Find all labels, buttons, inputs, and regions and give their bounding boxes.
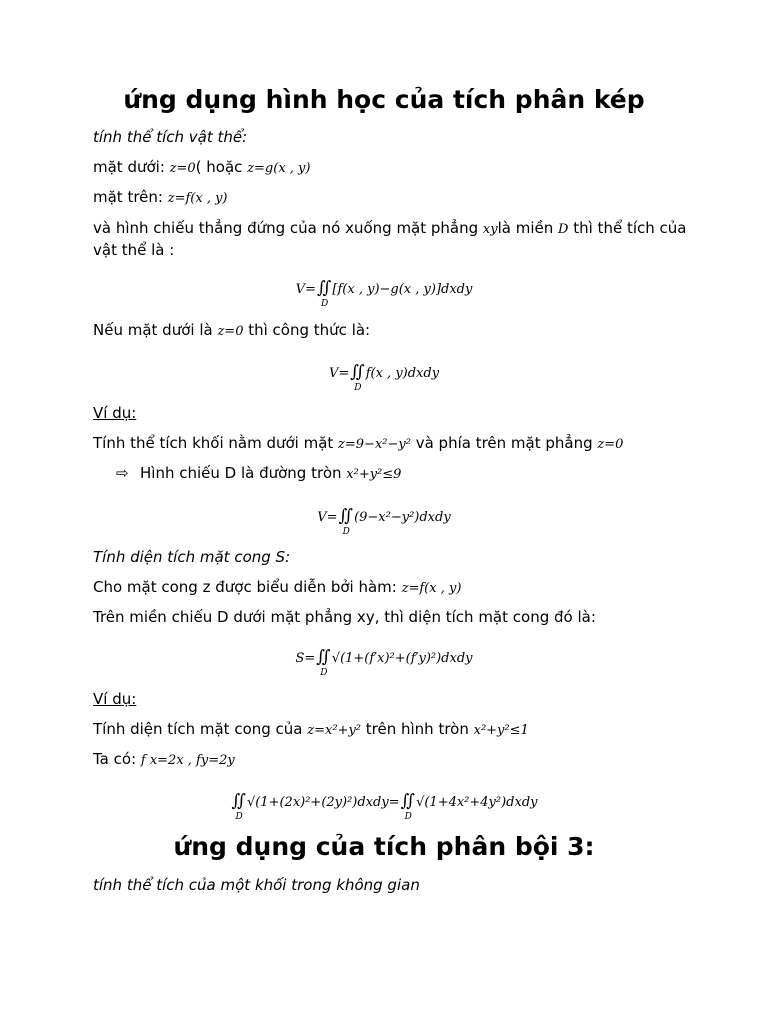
ex1-text-a: Tính thể tích khối nằm dưới mặt xyxy=(93,434,339,452)
ex1-circle: x²+y²≤9 xyxy=(346,467,402,482)
ex1-text-b: và phía trên mặt phẳng xyxy=(410,434,598,452)
eq1-lhs: V= xyxy=(295,282,316,297)
example-2-partials xyxy=(93,750,688,770)
example-1-projection xyxy=(140,464,688,484)
eq1-integrand: [f(x , y)−g(x , y)]dxdy xyxy=(332,282,473,297)
area-subheading: Tính diện tích mặt cong S: xyxy=(93,548,291,566)
eq4-double-integral: ∬ D xyxy=(316,647,331,678)
ex2-text-c: Ta có: xyxy=(93,750,141,768)
eq4-integrand: √(1+(f′x)²+(f′y)²)dxdy xyxy=(331,651,473,666)
bottom-or: ( hoặc xyxy=(195,158,248,176)
example-1-label: Ví dụ: xyxy=(93,404,137,422)
area-formula xyxy=(0,647,768,678)
eq2-integrand: f(x , y)dxdy xyxy=(365,366,440,381)
eq3-lhs: V= xyxy=(317,510,338,525)
zero-bottom-a: Nếu mặt dưới là xyxy=(93,321,218,339)
eq5-double-integral-b: ∬ D xyxy=(400,791,416,822)
area-function-line xyxy=(93,578,688,598)
ex2-text-a: Tính diện tích mặt cong của xyxy=(93,720,308,738)
eq5-double-integral-a: ∬ D xyxy=(231,791,246,822)
bottom-surface-line xyxy=(93,158,688,178)
top-label: mặt trên: xyxy=(93,188,168,206)
volume-formula-2 xyxy=(0,362,768,393)
projection-paragraph xyxy=(93,218,688,260)
volume-subheading: tính thể tích vật thể: xyxy=(93,128,248,146)
example-2-problem xyxy=(93,720,688,740)
eq3-integrand: (9−x²−y²)dxdy xyxy=(354,510,451,525)
area-text-a: Cho mặt cong z được biểu diễn bởi hàm: xyxy=(93,578,402,596)
projection-text-c: thì thể tích của vật thể là : xyxy=(93,219,687,259)
bottom-label: mặt dưới: xyxy=(93,158,170,176)
volume-formula-1 xyxy=(0,278,768,309)
top-surface-line xyxy=(93,188,688,208)
projection-text-b: là miền xyxy=(497,219,559,237)
volume-formula-3 xyxy=(0,506,768,537)
eq4-lhs: S= xyxy=(295,651,316,666)
ex2-disk: x²+y²≤1 xyxy=(473,723,529,738)
heading-double-integral: ứng dụng hình học của tích phân kép xyxy=(123,85,645,114)
example-2-label: Ví dụ: xyxy=(93,690,137,708)
eq5-integrand-a: √(1+(2x)²+(2y)²)dxdy= xyxy=(246,795,400,810)
projection-text-a: và hình chiếu thẳng đứng của nó xuống mặt phẳng xyxy=(93,219,483,237)
area-f-formula: z=f(x , y) xyxy=(401,581,462,596)
zero-bottom-z0: z=0 xyxy=(217,324,244,339)
example-1-problem xyxy=(93,434,688,454)
area-projection-line: Trên miền chiếu D dưới mặt phẳng xy, thì diện tích mặt cong đó là: xyxy=(93,608,596,626)
top-f-formula: z=f(x , y) xyxy=(167,191,228,206)
projection-D: D xyxy=(558,222,569,237)
bottom-z0: z=0 xyxy=(169,161,196,176)
ex2-partials-formula: f x=2x , fy=2y xyxy=(140,753,235,768)
eq2-lhs: V= xyxy=(328,366,350,381)
ex2-text-b: trên hình tròn xyxy=(361,720,474,738)
ex1-plane: z=0 xyxy=(597,437,624,452)
eq5-integrand-b: √(1+4x²+4y²)dxdy xyxy=(416,795,538,810)
ex2-surface: z=x²+y² xyxy=(307,723,361,738)
bottom-g-formula: z=g(x , y) xyxy=(247,161,311,176)
arrow-bullet-icon: ⇨ xyxy=(116,464,129,482)
ex1-text-c: Hình chiếu D là đường tròn xyxy=(140,464,347,482)
triple-volume-subheading: tính thể tích của một khối trong không gian xyxy=(93,876,420,894)
eq1-double-integral: ∬ D xyxy=(316,278,332,309)
projection-xy: xy xyxy=(482,222,498,237)
eq3-double-integral: ∬ D xyxy=(338,506,354,537)
ex1-surface: z=9−x²−y² xyxy=(338,437,411,452)
zero-bottom-line xyxy=(93,321,688,341)
eq2-double-integral: ∬ D xyxy=(350,362,365,393)
area-example-formula xyxy=(0,791,768,822)
zero-bottom-b: thì công thức là: xyxy=(243,321,371,339)
heading-triple-integral: ứng dụng của tích phân bội 3: xyxy=(173,832,595,861)
